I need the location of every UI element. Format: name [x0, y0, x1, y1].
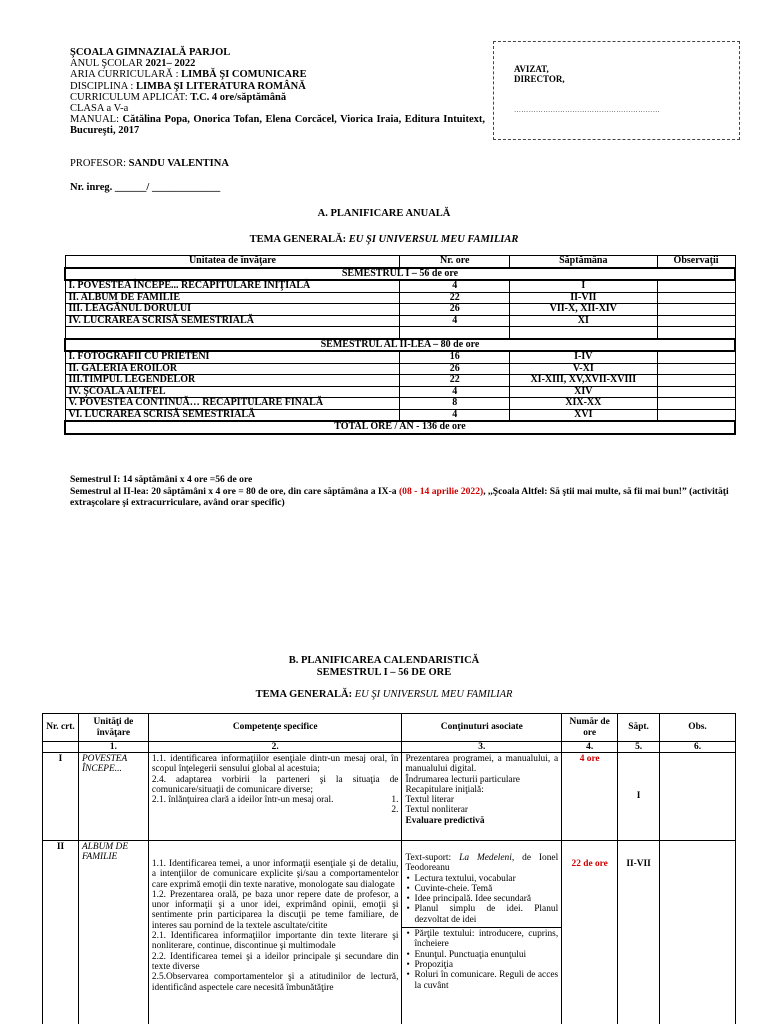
- note-semester-2: Semestrul al II-lea: 20 săptămâni x 4 ore = 80 de ore, din care săptămâna a IX-a (08 - 14 aprilie 2022), ,,Şcoala Altfel: Să ştii mai multe, să fii mai bun!” (activităţi extraşcolare şi extracurriculare, având orar specific): [70, 485, 729, 508]
- table-row: IV. ŞCOALA ALTFEL 4 XIV: [65, 386, 735, 398]
- table-header: [65, 256, 735, 268]
- empty-row: [65, 327, 735, 339]
- signature-line: ……………………………………………………: [514, 106, 660, 114]
- col-week: Săpt.: [618, 714, 660, 742]
- table-row: II. GALERIA EROILOR 26 V-XI: [65, 363, 735, 375]
- table-header: [43, 714, 736, 742]
- column-numbers-row: 1. 2. 3. 4. 5. 6.: [43, 742, 736, 753]
- table-row: I POVESTEA ÎNCEPE... 1.1. identificarea informaţiilor esenţiale dintr-un mesaj oral, în scopul înţelegerii sensului global al acestuia; 2.4. adaptarea vorbirii la parteneri şi la situaţia de comunicare/situaţii de comunicare diverse; 2.1. înlănţuirea clară a ideilor într-un mesaj oral. 1. 2. Prezentarea programei, a manualului, a manualului digital. Îndrumarea lecturii particulare Recapitulare iniţială: Textul literar Textul nonliterar Evaluare predictivă 4 ore I: [43, 753, 736, 841]
- manual: MANUAL: Cătălina Popa, Onorica Tofan, Elena Corcăcel, Viorica Iraia, Editura Intuitext, Bucureşti, 2017: [70, 114, 485, 137]
- calendar-plan-title: B. PLANIFICAREA CALENDARISTICĂ SEMESTRUL I – 56 DE ORE: [288, 655, 480, 678]
- curriculum: CURRICULUM APLICAT: T.C. 4 ore/săptămână: [70, 91, 287, 103]
- col-contents: Conţinuturi asociate: [402, 714, 562, 742]
- semester-1-row: SEMESTRUL I – 56 de ore: [65, 268, 735, 281]
- col-nr: Nr. crt.: [43, 714, 79, 742]
- class: CLASA a V-a: [70, 103, 129, 115]
- col-notes: Observaţii: [657, 256, 735, 268]
- table-row: IV. LUCRAREA SCRISĂ SEMESTRIALĂ 4 XI: [65, 315, 735, 327]
- school-year: ANUL ŞCOLAR 2021– 2022: [70, 58, 196, 70]
- table-row: II ALBUM DE FAMILIE 1.1. Identificarea temei, a unor informaţii esenţiale şi de detaliu, a intenţiilor de comunicare explicite şi/sau a comportamentelor care exprimă emoţii din texte narative, monologate sau dialogate 1.2. Prezentarea orală, pe baza unor repere date de profesor, a unor informaţii şi a unor idei, exprimând opinii, emoţii şi sentimente prin participarea la discuţii pe teme familiare, de interes sau pornind de la textele ascultate/citite 2.1. Identificarea informaţiilor importante din texte literare şi nonliterare, continue, discontinue şi multimodale 2.2. Identificarea temei şi a ideilor principale şi secundare din texte diverse 2.5.Observarea comportamentelor şi a atitudinilor de lectură, identificând aspectele care necesită îmbunătăţire Text-suport: La Medeleni, de Ionel Teodoreanu • Lectura textului, vocabular • Cuvinte-cheie. Temă • Idee principală. Idee secundară • Planul simplu de idei. Planul dezvoltat de idei • Părţile textului: introducere, cuprins, încheiere • Enunţul. Punctuaţia enunţului • Propoziţia • Roluri în comunicare. Reguli de acces la cuvânt 22 de ore II-VII: [43, 841, 736, 1024]
- col-hours: Număr de ore: [562, 714, 618, 742]
- total-row: TOTAL ORE / AN - 136 de ore: [65, 421, 735, 434]
- header-block: [70, 47, 490, 137]
- table-row: I. POVESTEA ÎNCEPE... RECAPITULARE INIŢIALĂ 4 I: [65, 280, 735, 292]
- semester-notes: [70, 474, 742, 509]
- annual-theme: TEMA GENERALĂ: EU ŞI UNIVERSUL MEU FAMILIAR: [249, 234, 519, 245]
- table-row: I. FOTOGRAFII CU PRIETENI 16 I-IV: [65, 351, 735, 363]
- curricular-area: ARIA CURRICULARĂ : LIMBĂ ŞI COMUNICARE: [70, 69, 307, 81]
- semester-2-row: SEMESTRUL AL II-LEA – 80 de ore: [65, 339, 735, 352]
- col-unit: Unităţi de învăţare: [78, 714, 148, 742]
- col-hours: Nr. ore: [400, 256, 510, 268]
- annual-plan-table: [64, 255, 736, 435]
- aviz-label: AVIZAT, DIRECTOR,: [514, 64, 565, 84]
- discipline: DISCIPLINA : LIMBA ŞI LITERATURA ROMÂNĂ: [70, 80, 306, 92]
- table-row: V. POVESTEA CONTINUĂ… RECAPITULARE FINALĂ 8 XIX-XX: [65, 398, 735, 410]
- aviz-box: [493, 41, 740, 140]
- col-obs: Obs.: [660, 714, 736, 742]
- calendar-theme: TEMA GENERALĂ: EU ŞI UNIVERSUL MEU FAMILIAR: [255, 689, 513, 700]
- col-week: Săptămâna: [510, 256, 658, 268]
- table-row: II. ALBUM DE FAMILIE 22 II-VII: [65, 292, 735, 304]
- registration-number: Nr. inreg. ______/ _____________: [70, 182, 221, 193]
- table-row: III.TIMPUL LEGENDELOR 22 XI-XIII, XV,XVII-XVIII: [65, 375, 735, 387]
- table-row: III. LEAGĂNUL DORULUI 26 VII-X, XII-XIV: [65, 304, 735, 316]
- col-competences: Competenţe specifice: [148, 714, 402, 742]
- annual-plan-title: A. PLANIFICARE ANUALĂ: [317, 208, 451, 219]
- school-name: ŞCOALA GIMNAZIALĂ PARJOL: [70, 47, 231, 58]
- note-semester-1: Semestrul I: 14 săptămâni x 4 ore =56 de ore: [70, 474, 253, 485]
- calendar-plan-table: [42, 713, 736, 1024]
- table-row: VI. LUCRAREA SCRISĂ SEMESTRIALĂ 4 XVI: [65, 409, 735, 421]
- col-unit: Unitatea de învăţare: [65, 256, 400, 268]
- teacher: PROFESOR: SANDU VALENTINA: [70, 158, 229, 169]
